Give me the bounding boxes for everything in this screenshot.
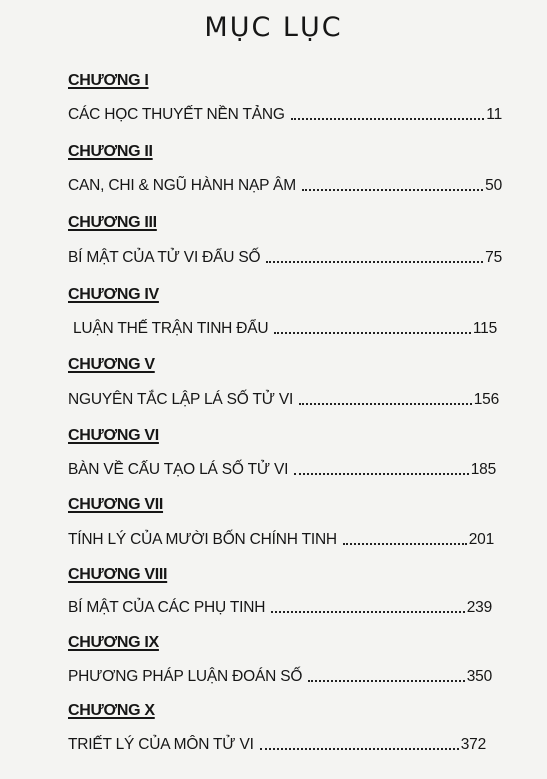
toc-entry-title: TRIẾT LÝ CỦA MÔN TỬ VI bbox=[68, 736, 254, 753]
dot-leader bbox=[294, 473, 469, 475]
toc-entry-page: 185 bbox=[470, 461, 496, 478]
toc-entry-title: BÀN VỀ CẤU TẠO LÁ SỐ TỬ VI bbox=[68, 461, 289, 478]
toc-entry-title: BÍ MẬT CỦA TỬ VI ĐẨU SỐ bbox=[68, 249, 261, 266]
dot-leader bbox=[308, 680, 465, 682]
dot-leader bbox=[271, 611, 465, 613]
toc-entry-page: 50 bbox=[485, 177, 502, 194]
toc-entry-page: 239 bbox=[466, 599, 492, 616]
toc-entry-page: 156 bbox=[473, 391, 499, 408]
toc-entry-title: CAN, CHI & NGŨ HÀNH NẠP ÂM bbox=[68, 177, 296, 194]
chapter-heading: CHƯƠNG V bbox=[68, 356, 155, 373]
chapter-heading: CHƯƠNG IV bbox=[68, 286, 159, 303]
toc-entry-title: BÍ MẬT CỦA CÁC PHỤ TINH bbox=[68, 599, 266, 616]
toc-entry bbox=[68, 736, 486, 754]
page-title: MỤC LỤC bbox=[204, 12, 343, 43]
toc-entry bbox=[68, 177, 502, 195]
chapter-heading: CHƯƠNG VIII bbox=[68, 566, 168, 583]
dot-leader bbox=[274, 332, 470, 334]
toc-entry-title: CÁC HỌC THUYẾT NỀN TẢNG bbox=[68, 106, 285, 123]
chapter-heading: CHƯƠNG III bbox=[68, 214, 157, 231]
chapter-heading: CHƯƠNG II bbox=[68, 143, 153, 160]
toc-entry bbox=[68, 106, 502, 124]
dot-leader bbox=[299, 403, 472, 405]
dot-leader bbox=[260, 748, 459, 750]
chapter-heading: CHƯƠNG VII bbox=[68, 496, 164, 513]
toc-entry-page: 372 bbox=[460, 736, 486, 753]
dot-leader bbox=[302, 189, 483, 191]
dot-leader bbox=[343, 543, 467, 545]
toc-entry-title: PHƯƠNG PHÁP LUẬN ĐOÁN SỐ bbox=[68, 668, 303, 685]
toc-entry-page: 11 bbox=[486, 106, 502, 123]
toc-entry bbox=[68, 249, 502, 267]
toc-entry-page: 115 bbox=[472, 320, 497, 337]
toc-entry bbox=[73, 320, 497, 338]
toc-entry bbox=[68, 531, 494, 549]
toc-entry bbox=[68, 391, 499, 409]
dot-leader bbox=[291, 118, 485, 120]
toc-entry bbox=[68, 599, 492, 617]
dot-leader bbox=[266, 261, 483, 263]
toc-entry bbox=[68, 668, 492, 686]
toc-entry-title: LUẬN THẾ TRẬN TINH ĐẨU bbox=[73, 320, 269, 337]
chapter-heading: CHƯƠNG I bbox=[68, 72, 149, 89]
chapter-heading: CHƯƠNG X bbox=[68, 702, 155, 719]
toc-entry-title: TÍNH LÝ CỦA MƯỜI BỐN CHÍNH TINH bbox=[68, 531, 337, 548]
toc-entry bbox=[68, 461, 496, 479]
toc-entry-page: 75 bbox=[485, 249, 502, 266]
toc-entry-title: NGUYÊN TẮC LẬP LÁ SỐ TỬ VI bbox=[68, 391, 294, 408]
toc-entry-page: 350 bbox=[466, 668, 492, 685]
toc-entry-page: 201 bbox=[468, 531, 494, 548]
chapter-heading: CHƯƠNG VI bbox=[68, 427, 159, 444]
chapter-heading: CHƯƠNG IX bbox=[68, 634, 159, 651]
